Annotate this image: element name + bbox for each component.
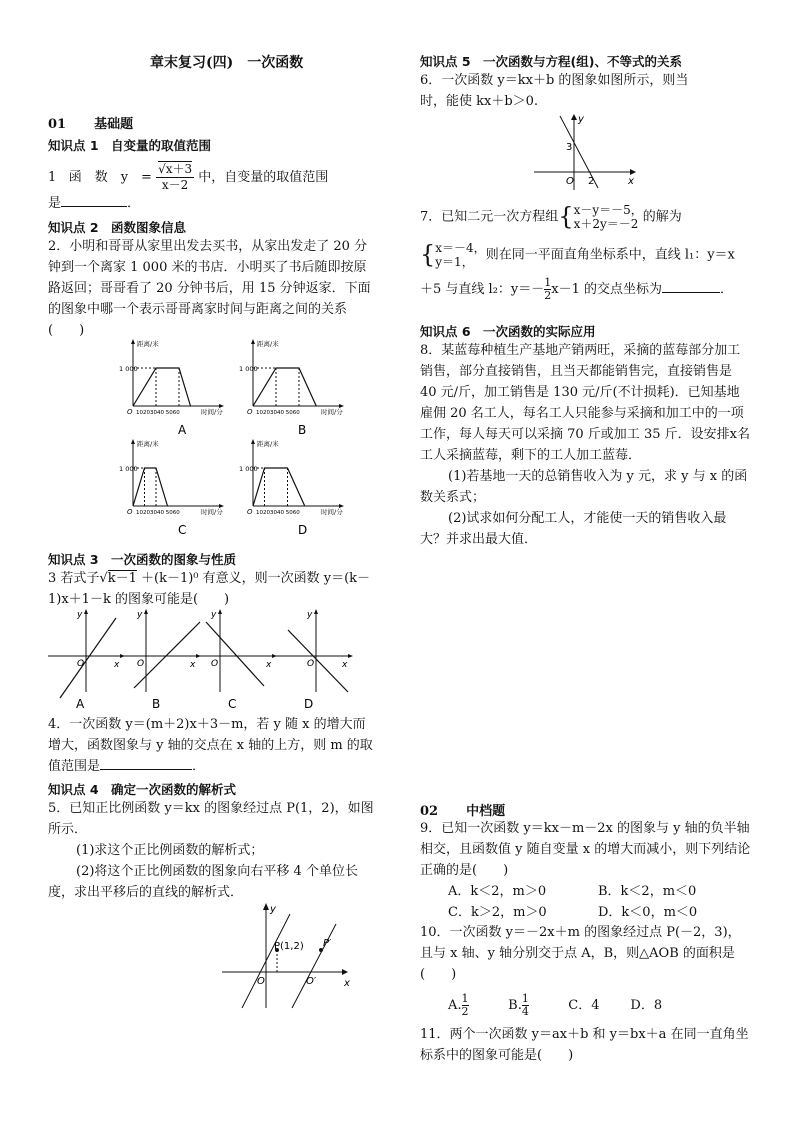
q2-ytick: 1 000 xyxy=(119,465,138,473)
question-3 xyxy=(48,568,376,610)
q2-graph-a xyxy=(119,339,224,437)
q2-y-arrow xyxy=(251,439,255,444)
q1-end: 是 xyxy=(48,196,62,211)
q2-option-label: D xyxy=(298,523,308,537)
kp-5-heading: 知识点 5 一次函数与方程(组)、不等式的关系 xyxy=(420,54,682,69)
q2-ylabel: 距离/米 xyxy=(137,440,159,448)
q3-text2: ＋(k－1)⁰ 有意义，则一次函数 y＝(k－1)x＋1－k 的图象可能是( ) xyxy=(48,571,371,607)
page-title: 章末复习(四) 一次函数 xyxy=(150,55,304,71)
question-9 xyxy=(420,818,752,923)
q2-xticks: 10203040 5060 xyxy=(256,410,300,416)
q3-function-line xyxy=(134,622,200,688)
q5-part1: (1)求这个正比例函数的解析式； xyxy=(76,843,264,858)
q6-x-arrow xyxy=(630,169,636,175)
q3-option-label: C xyxy=(228,697,237,711)
q6-label-x: x xyxy=(628,176,634,187)
q2-y-arrow xyxy=(131,439,135,444)
question-4: 4．一次函数 y＝(m＋2)x＋3－m，若 y 随 x 的增大而增大，函数图象与 y 轴的交点在 x 轴的上方，则 m 的取值范围是 ． xyxy=(48,717,373,774)
q2-xlabel: 时间/分 xyxy=(201,508,223,516)
q3-graph-c xyxy=(200,609,277,711)
q3-origin: O xyxy=(307,659,315,669)
q2-series-line xyxy=(133,468,168,506)
q3-y-arrow xyxy=(314,609,318,614)
q4-text: 4．一次函数 y＝(m＋2)x＋3－m，若 y 随 x 的增大而增大，函数图象与 y 轴的交点在 x 轴的上方，则 m 的取值范围是 xyxy=(48,717,373,774)
q3-graph-b xyxy=(124,609,201,711)
q1-mid: 中，自变量的取值范围 xyxy=(198,170,329,185)
q5-label-o: O xyxy=(257,976,265,987)
kp-3-heading: 知识点 3 一次函数的图象与性质 xyxy=(48,552,237,567)
q3-graph-set xyxy=(48,609,353,711)
q2-option-label: C xyxy=(178,523,187,537)
q2-xlabel: 时间/分 xyxy=(201,408,223,416)
question-11: 11．两个一次函数 y＝ax＋b 和 y＝bx＋a 在同一直角坐标系中的图象可能是( ) xyxy=(420,1027,749,1063)
q1-number: 1 xyxy=(48,170,57,185)
q7-system: x－y＝－5， x＋2y＝－2 xyxy=(573,203,643,231)
q2-xlabel: 时间/分 xyxy=(321,508,343,516)
q5-label-y: y xyxy=(270,904,276,915)
q5-stem: 5．已知正比例函数 y＝kx 的图象经过点 P(1，2)，如图所示． xyxy=(48,801,374,837)
q5-label-p-prime: P′ xyxy=(323,938,332,949)
q5-label-p: P(1,2) xyxy=(274,941,304,952)
q7-text3a: ＋5 与直线 l₂：y＝－ xyxy=(420,282,545,297)
q3-text1: 3 若式子 xyxy=(48,571,100,586)
q2-option-label: A xyxy=(178,423,187,437)
question-6 xyxy=(420,70,752,112)
q2-series-line xyxy=(253,368,316,406)
q6-graph xyxy=(530,112,640,192)
q3-graph-a xyxy=(48,609,125,711)
q3-axis-y: y xyxy=(77,610,83,620)
question-1: 1 函 数 y = $\frac{√x+3}{x-2}$ 中，自变量的取值范围 是 ． xyxy=(48,162,329,211)
q2-ytick: 1 000 xyxy=(119,365,138,373)
q2-ylabel: 距离/米 xyxy=(257,340,279,348)
q3-option-label: D xyxy=(304,697,314,711)
q6-text: 6．一次函数 y＝kx＋b 的图象如图所示，则当 xyxy=(420,73,689,88)
q2-graph-d xyxy=(239,439,344,537)
q3-function-line xyxy=(288,630,348,692)
q10-option-a[interactable]: A. $\frac{1}{2}$ xyxy=(448,992,469,1018)
q3-option-label: A xyxy=(76,697,85,711)
q3-option-label: B xyxy=(152,697,161,711)
q1-fraction: $\frac{√x+3}{x-2}$ xyxy=(158,162,193,192)
q2-graph-c xyxy=(119,439,224,537)
q3-x-arrow xyxy=(348,654,353,658)
q5-label-o-prime: O′ xyxy=(306,976,317,987)
q3-axis-x: x xyxy=(190,660,196,670)
q1-answer-blank[interactable] xyxy=(61,206,127,207)
q7-mid: 的解为 xyxy=(642,209,682,225)
q2-option-label: B xyxy=(298,423,307,437)
q10-text: 10．一次函数 y＝－2x＋m 的图象经过点 P(－2，3)，且与 x 轴、y 轴分别交于点 A，B，则△AOB 的面积是( ) xyxy=(420,925,741,982)
q3-function-line xyxy=(206,622,264,686)
q1-denominator: x－2 xyxy=(161,178,189,192)
q3-axis-x: x xyxy=(342,660,348,670)
section-name: 中档题 xyxy=(466,804,506,819)
q2-y-arrow xyxy=(131,339,135,344)
q3-origin: O xyxy=(137,659,145,669)
q2-origin: O xyxy=(127,408,133,416)
q2-series-line xyxy=(253,468,305,506)
q5-line-2 xyxy=(292,924,336,1008)
question-10 xyxy=(420,922,752,1018)
question-8 xyxy=(420,340,752,550)
q3-graph-d xyxy=(276,609,353,711)
q2-series-line xyxy=(133,368,191,406)
q2-ytick: 1 000 xyxy=(239,365,258,373)
q2-xticks: 10203040 5060 xyxy=(136,410,180,416)
q3-axis-x: x xyxy=(114,660,120,670)
q7-text2: 则在同一平面直角坐标系中，直线 l₁：y＝x xyxy=(485,247,735,263)
q8-part2: (2)试求如何分配工人，才能使一天的销售收入最大？并求出最大值． xyxy=(420,511,727,547)
q7-pre: 7．已知二元一次方程组 xyxy=(420,209,559,225)
section-number: 02 xyxy=(420,804,439,819)
q3-axis-y: y xyxy=(211,610,217,620)
q3-axis-x: x xyxy=(266,660,272,670)
kp-2-heading: 知识点 2 函数图象信息 xyxy=(48,220,187,235)
q9-text: 9．已知一次函数 y＝kx－m－2x 的图象与 y 轴的负半轴相交，且函数值 y 随自变量 x 的增大而减小，则下列结论正确的是( ) xyxy=(420,821,751,878)
q6-label-2: 2 xyxy=(588,176,595,187)
q2-ylabel: 距离/米 xyxy=(137,340,159,348)
q3-graphs xyxy=(48,608,358,712)
q2-graphs xyxy=(115,338,343,548)
q10-option-b[interactable]: B. $\frac{1}{4}$ xyxy=(508,992,529,1018)
q5-x-arrow xyxy=(342,969,348,975)
q3-origin: O xyxy=(77,659,85,669)
q2-origin: O xyxy=(247,408,253,416)
q1-numerator: x＋3 xyxy=(165,162,193,176)
kp-6-heading: 知识点 6 一次函数的实际应用 xyxy=(420,324,596,339)
question-5 xyxy=(48,798,376,903)
q7-fraction: $\frac{1}{2}$ xyxy=(544,276,552,302)
q5-y-arrow xyxy=(263,903,269,910)
q6-text2: 时，能使 kx＋b＞0. xyxy=(420,94,539,109)
q8-part1: (1)若基地一天的总销售收入为 y 元，求 y 与 x 的函数关系式； xyxy=(420,469,748,505)
q2-origin: O xyxy=(247,508,253,516)
q1-pre: 函 数 y = xyxy=(68,170,152,185)
q2-y-arrow xyxy=(251,339,255,344)
q2-xlabel: 时间/分 xyxy=(321,408,343,416)
q3-axis-y: y xyxy=(137,610,143,620)
q2-origin: O xyxy=(127,508,133,516)
q2-ytick: 1 000 xyxy=(239,465,258,473)
q7-brace-2: { xyxy=(420,240,436,269)
kp-4-heading: 知识点 4 确定一次函数的解析式 xyxy=(48,782,237,797)
q6-label-o: O xyxy=(566,176,574,187)
q5-graph xyxy=(214,900,354,1010)
section-basic xyxy=(48,113,133,132)
q7-solution: x＝－4， y＝1， xyxy=(435,241,486,269)
q4-answer-blank[interactable] xyxy=(100,769,192,770)
q3-radical: √k－1 xyxy=(99,571,137,586)
q3-y-arrow xyxy=(144,609,148,614)
q9-option-a[interactable]: A．k＜2，m＞0 xyxy=(448,884,547,899)
q6-y-arrow xyxy=(571,114,577,120)
section-number: 01 xyxy=(48,117,67,132)
q5-part2: (2)将这个正比例函数的图象向右平移 4 个单位长度，求出平移后的直线的解析式． xyxy=(48,864,358,900)
q3-function-line xyxy=(60,618,116,698)
q9-option-c[interactable]: C．k＞2，m＞0 xyxy=(448,905,547,920)
q3-origin: O xyxy=(211,659,219,669)
q9-option-d[interactable]: D．k＜0，m＜0 xyxy=(598,905,698,920)
section-medium xyxy=(420,800,505,819)
q7-text3b: x－1 的交点坐标为 xyxy=(551,282,662,297)
section-name: 基础题 xyxy=(94,117,134,132)
q3-y-arrow xyxy=(84,609,88,614)
kp-1-heading: 知识点 1 自变量的取值范围 xyxy=(48,138,212,153)
q2-xticks: 10203040 5060 xyxy=(136,510,180,516)
q2-graph-set xyxy=(119,339,344,537)
q7-brace-1: { xyxy=(558,202,574,231)
q8-text: 8．某蓝莓种植生产基地产销两旺，采摘的蓝莓部分加工销售，部分直接销售，且当天都能销售完，直接销售是 40 元/斤，加工销售是 130 元/斤(不计损耗)．已知基地雇佣 20 名工人，每名工人只能参与采摘和加工中的一项工作，每人每天可以采摘 70 斤或加工 35 斤．设安排x名工人采摘蓝莓，剩下的工人加工蓝莓． xyxy=(420,343,750,463)
q6-label-3: 3 xyxy=(566,142,573,153)
q2-ylabel: 距离/米 xyxy=(257,440,279,448)
q2-graph-b xyxy=(239,339,344,437)
q6-label-y: y xyxy=(578,114,584,125)
q9-option-b[interactable]: B．k＜2，m＜0 xyxy=(598,884,697,899)
q3-y-arrow xyxy=(218,609,222,614)
question-2: 2．小明和哥哥从家里出发去买书，从家出发走了 20 分钟到一个离家 1 000 米的书店．小明买了书后随即按原路返回；哥哥看了 20 分钟书后，用 15 分钟返家．下面的图象中哪一个表示哥哥离家时间与距离之间的关系( ) xyxy=(48,239,371,338)
q5-label-x: x xyxy=(344,978,350,989)
q10-option-c[interactable]: C．4 xyxy=(568,998,600,1013)
q7-answer-blank[interactable] xyxy=(662,292,720,293)
q3-axis-y: y xyxy=(307,610,313,620)
q2-xticks: 10203040 5060 xyxy=(256,510,300,516)
q10-option-d[interactable]: D．8 xyxy=(630,998,663,1013)
question-7: 7．已知二元一次方程组{ x－y＝－5， x＋2y＝－2 的解为 { x＝－4， y＝1， 则在同一平面直角坐标系中，直线 l₁：y＝x ＋5 与直线 l₂：y＝－ $\frac{1}{2}$ x－1 的交点坐标为 ． xyxy=(420,202,735,302)
